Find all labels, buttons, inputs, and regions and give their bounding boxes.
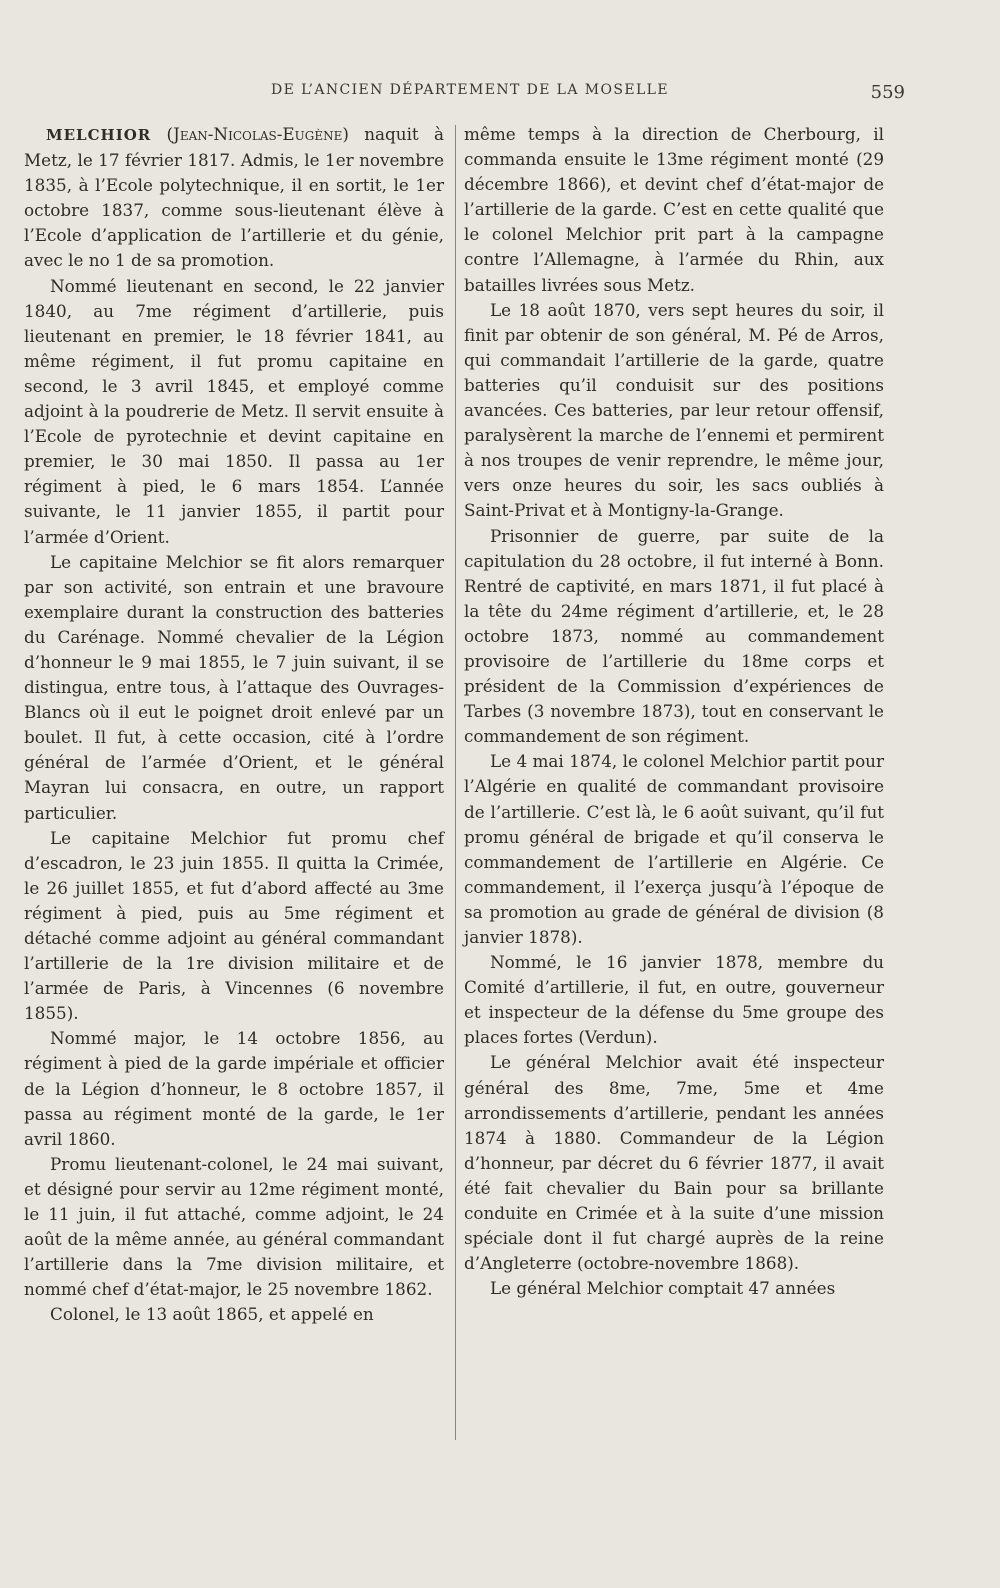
paragraph-text: naquit à Metz, le 17 février 1817. Admis, le 1er novembre 1835, à l’Ecole polytechnique, il en sortit, le 1er octobre 1837, comme sous-lieutenant élève à l’Ecole d’application de l’artillerie et du génie, avec le no 1 de sa promotion. [24,124,444,271]
column-divider [455,125,456,1440]
paragraph-6: Promu lieutenant-colonel, le 24 mai suivant, et désigné pour servir au 12me régiment monté, le 11 juin, il fut attaché, comme adjoint, le 24 août de la même année, au général commandant l’artillerie dans la 7me division militaire, et nommé chef d’état-major, le 25 novembre 1862. [24,1153,444,1300]
paragraph-10: Prisonnier de guerre, par suite de la capitulation du 28 octobre, il fut interné à Bonn. Rentré de captivité, en mars 1871, il fut placé à la tête du 24me régiment d’artillerie, et, le 28 octobre 1873, nommé au commandement provisoire de l’artillerie du 18me corps et président de la Commission d’expériences de Tarbes (3 novembre 1873), tout en conservant le commandement de son régiment. [464,525,884,747]
right-column [464,122,884,1301]
paragraph-8: même temps à la direction de Cherbourg, il commanda ensuite le 13me régiment monté (29 décembre 1866), et devint chef d’état-major de l’artillerie de la garde. C’est en cette qualité que le colonel Melchior prit part à la campagne contre l’Allemagne, à l’armée du Rhin, aux batailles livrées sous Metz. [464,124,884,295]
page-number: 559 [870,82,905,103]
paragraph-14: Le général Melchior comptait 47 années [490,1278,836,1299]
paragraph-7: Colonel, le 13 août 1865, et appelé en [50,1304,374,1325]
paragraph-13: Le général Melchior avait été inspecteur général des 8me, 7me, 5me et 4me arrondissements d’artillerie, pendant les années 1874 à 1880. Commandeur de la Légion d’honneur, par décret du 6 février 1877, il avait été fait chevalier du Bain pour sa brillante conduite en Crimée et à la suite d’une mission spéciale dont il fut chargé auprès de la reine d’Angleterre (octobre-novembre 1868). [464,1052,884,1274]
paragraph-12: Nommé, le 16 janvier 1878, membre du Comité d’artillerie, il fut, en outre, gouverneur et inspecteur de la défense du 5me groupe des places fortes (Verdun). [464,952,884,1048]
entry-name: MELCHIOR [46,126,152,144]
paragraph-5: Nommé major, le 14 octobre 1856, au régiment à pied de la garde impériale et officier de la Légion d’honneur, le 8 octobre 1857, il passa au régiment monté de la garde, le 1er avril 1860. [24,1028,444,1149]
paragraph-11: Le 4 mai 1874, le colonel Melchior partit pour l’Algérie en qualité de commandant provisoire de l’artillerie. C’est là, le 6 août suivant, qu’il fut promu général de brigade et qu’il conserva le commandement de l’artillerie en Algérie. Ce commandement, il l’exerça jusqu’à l’époque de sa promotion au grade de général de division (8 janvier 1878). [464,751,884,947]
running-header: DE L’ANCIEN DÉPARTEMENT DE LA MOSELLE [271,82,669,98]
paragraph-4: Le capitaine Melchior fut promu chef d’escadron, le 23 juin 1855. Il quitta la Crimée, le 26 juillet 1855, et fut d’abord affecté au 3me régiment à pied, puis au 5me régiment et détaché comme adjoint au général commandant l’artillerie de la 1re division militaire et de l’armée de Paris, à Vincennes (6 novembre 1855). [24,827,444,1024]
left-column [24,122,444,1328]
paragraph-2: Nommé lieutenant en second, le 22 janvier 1840, au 7me régiment d’artillerie, puis lieutenant en premier, le 18 février 1841, au même régiment, il fut promu capitaine en second, le 3 avril 1845, et employé comme adjoint à la poudrerie de Metz. Il servit ensuite à l’Ecole de pyrotechnie et devint capitaine en premier, le 30 mai 1850. Il passa au 1er régiment à pied, le 6 mars 1854. L’année suivante, le 11 janvier 1855, il partit pour l’armée d’Orient. [24,275,444,547]
paragraph-3: Le capitaine Melchior se fit alors remarquer par son activité, son entrain et une bravoure exemplaire durant la construction des batteries du Carénage. Nommé chevalier de la Légion d’honneur le 9 mai 1855, le 7 juin suivant, il se distingua, entre tous, à l’attaque des Ouvrages-Blancs où il eut le poignet droit enlevé par un boulet. Il fut, à cette occasion, cité à l’ordre général de l’armée d’Orient, et le général Mayran lui consacra, en outre, un rapport particulier. [24,551,444,823]
entry-given-names: (Jean-Nicolas-Eugène) [166,124,349,144]
paragraph-1 [24,122,444,274]
paragraph-9: Le 18 août 1870, vers sept heures du soir, il finit par obtenir de son général, M. Pé de Arros, qui commandait l’artillerie de la garde, quatre batteries qu’il conduisit sur des positions avancées. Ces batteries, par leur retour offensif, paralysèrent la marche de l’ennemi et permirent à nos troupes de venir reprendre, le même jour, vers onze heures du soir, les sacs oubliés à Saint-Privat et à Montigny-la-Grange. [464,299,884,521]
